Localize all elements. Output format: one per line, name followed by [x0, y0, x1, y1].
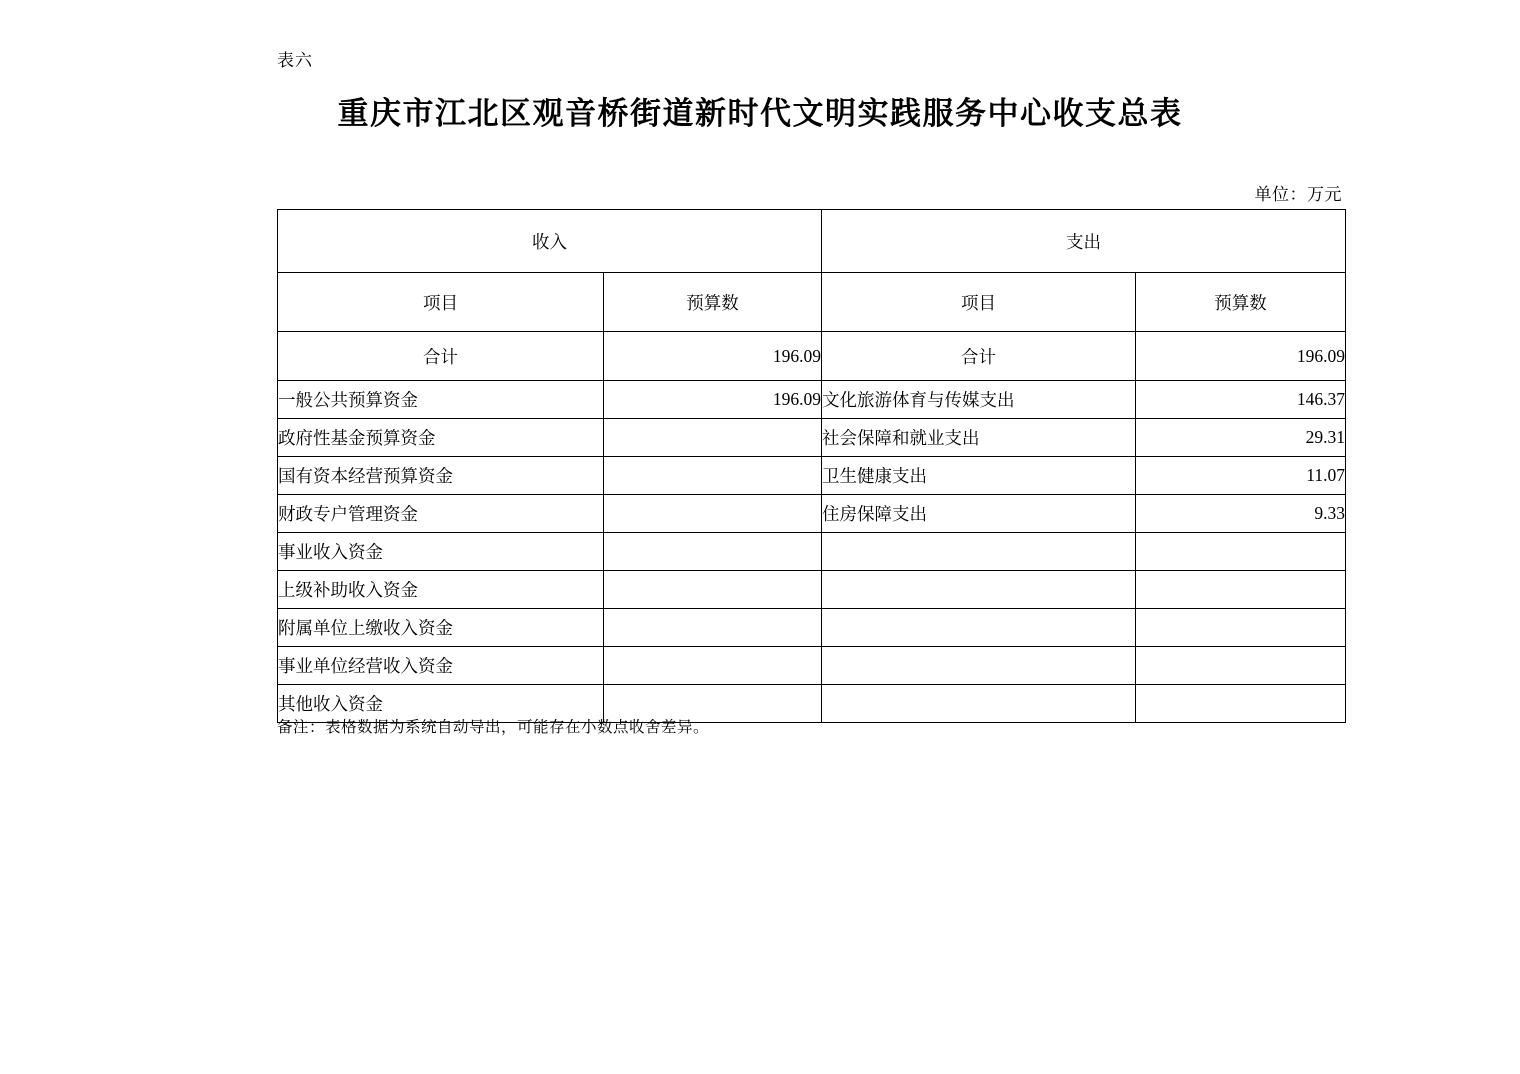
expenditure-item-value — [1136, 609, 1346, 647]
column-header-income-budget: 预算数 — [604, 273, 822, 332]
income-item-label: 附属单位上缴收入资金 — [278, 609, 604, 647]
expenditure-item-label: 卫生健康支出 — [822, 457, 1136, 495]
expenditure-item-label — [822, 533, 1136, 571]
column-header-expenditure-item: 项目 — [822, 273, 1136, 332]
column-header-expenditure-budget: 预算数 — [1136, 273, 1346, 332]
expenditure-item-value — [1136, 533, 1346, 571]
group-header-expenditure: 支出 — [822, 210, 1346, 273]
income-item-value — [604, 609, 822, 647]
table-row — [278, 495, 1346, 533]
table-column-header-row — [278, 273, 1346, 332]
income-item-value — [604, 419, 822, 457]
page-title: 重庆市江北区观音桥街道新时代文明实践服务中心收支总表 — [337, 96, 1183, 131]
column-header-income-item: 项目 — [278, 273, 604, 332]
expenditure-item-value: 29.31 — [1136, 419, 1346, 457]
income-item-value: 196.09 — [604, 381, 822, 419]
income-item-label: 上级补助收入资金 — [278, 571, 604, 609]
table-row — [278, 419, 1346, 457]
income-item-label: 一般公共预算资金 — [278, 381, 604, 419]
unit-note: 单位：万元 — [1254, 185, 1342, 204]
expenditure-item-value: 11.07 — [1136, 457, 1346, 495]
table-row — [278, 571, 1346, 609]
income-item-label: 其他收入资金 — [278, 685, 604, 723]
total-expenditure-value: 196.09 — [1136, 332, 1346, 381]
income-item-label: 国有资本经营预算资金 — [278, 457, 604, 495]
expenditure-item-value — [1136, 685, 1346, 723]
expenditure-item-value — [1136, 647, 1346, 685]
table-row — [278, 457, 1346, 495]
income-item-label: 事业收入资金 — [278, 533, 604, 571]
expenditure-item-label: 社会保障和就业支出 — [822, 419, 1136, 457]
income-item-label: 事业单位经营收入资金 — [278, 647, 604, 685]
expenditure-item-label: 文化旅游体育与传媒支出 — [822, 381, 1136, 419]
income-item-label: 财政专户管理资金 — [278, 495, 604, 533]
expenditure-item-value: 9.33 — [1136, 495, 1346, 533]
budget-summary-table — [277, 209, 1346, 723]
income-item-value — [604, 495, 822, 533]
expenditure-item-label — [822, 571, 1136, 609]
expenditure-item-label — [822, 685, 1136, 723]
expenditure-item-label — [822, 647, 1136, 685]
expenditure-item-value: 146.37 — [1136, 381, 1346, 419]
income-item-value — [604, 457, 822, 495]
table-row — [278, 647, 1346, 685]
table-row — [278, 609, 1346, 647]
total-income-label: 合计 — [278, 332, 604, 381]
expenditure-item-label — [822, 609, 1136, 647]
expenditure-item-value — [1136, 571, 1346, 609]
table-row — [278, 533, 1346, 571]
table-remark: 备注：表格数据为系统自动导出，可能存在小数点收舍差异。 — [277, 719, 710, 736]
expenditure-item-label: 住房保障支出 — [822, 495, 1136, 533]
total-expenditure-label: 合计 — [822, 332, 1136, 381]
income-item-value — [604, 571, 822, 609]
table-group-header-row — [278, 210, 1346, 273]
total-income-value: 196.09 — [604, 332, 822, 381]
form-number-label: 表六 — [277, 51, 313, 70]
income-item-label: 政府性基金预算资金 — [278, 419, 604, 457]
table-row-total — [278, 332, 1346, 381]
income-item-value — [604, 647, 822, 685]
table-row — [278, 381, 1346, 419]
group-header-income: 收入 — [278, 210, 822, 273]
income-item-value — [604, 533, 822, 571]
